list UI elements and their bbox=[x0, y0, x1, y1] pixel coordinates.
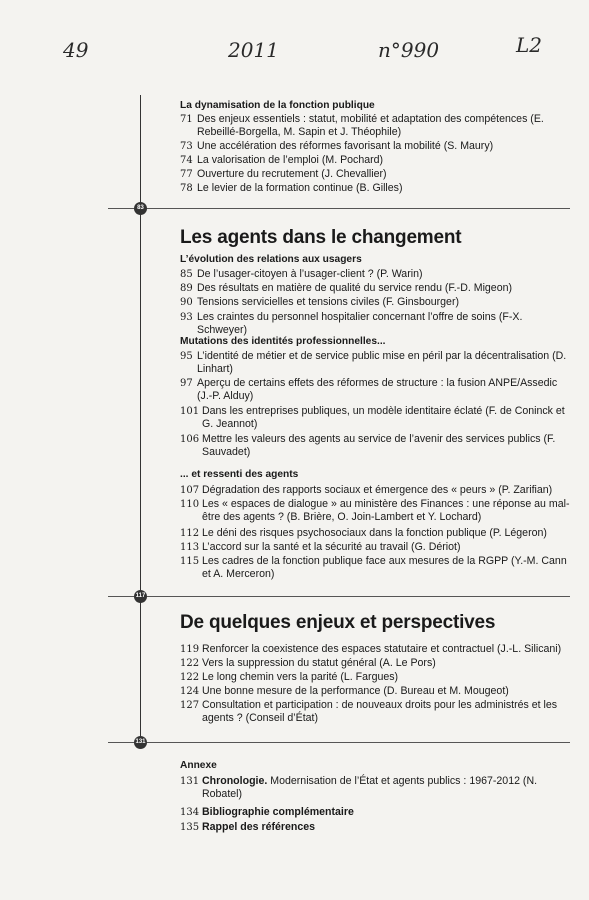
section-subheading: Mutations des identités professionnelles... bbox=[180, 336, 386, 347]
toc-entry[interactable]: 74 La valorisation de l’emploi (M. Pochard) bbox=[180, 154, 384, 166]
section-title: De quelques enjeux et perspectives bbox=[180, 612, 496, 633]
toc-entry[interactable]: 90 Tensions servicielles et tensions civiles (F. Ginsbourger) bbox=[180, 296, 460, 308]
handwritten-code: L2 bbox=[516, 33, 543, 57]
toc-entry[interactable]: 127 Consultation et participation : de nouveaux droits pour les administrés et les agents ? (Conseil d’État) bbox=[180, 699, 558, 725]
toc-entry-bibliographie[interactable]: 134 Bibliographie complémentaire bbox=[180, 806, 354, 818]
toc-entry[interactable]: 122 Vers la suppression du statut général (A. Le Pors) bbox=[180, 657, 436, 669]
toc-entry[interactable]: 122 Le long chemin vers la parité (L. Fargues) bbox=[180, 671, 399, 683]
toc-entry[interactable]: 85 De l’usager-citoyen à l’usager-client ? (P. Warin) bbox=[180, 268, 423, 280]
toc-entry[interactable]: 101 Dans les entreprises publiques, un modèle identitaire éclaté (F. de Coninck et G. Jeannot) bbox=[180, 405, 565, 431]
section-page-marker: 117 bbox=[134, 590, 147, 603]
section-divider bbox=[108, 596, 570, 597]
section-subheading: ... et ressenti des agents bbox=[180, 469, 299, 480]
toc-entry[interactable]: 113 L’accord sur la santé et la sécurité au travail (G. Dériot) bbox=[180, 541, 461, 553]
toc-entry-references[interactable]: 135 Rappel des références bbox=[180, 821, 316, 833]
toc-entry[interactable]: 89 Des résultats en matière de qualité du service rendu (F.-D. Migeon) bbox=[180, 282, 513, 294]
annexe-heading: Annexe bbox=[180, 760, 217, 771]
section-divider bbox=[108, 208, 570, 209]
toc-entry[interactable]: 78 Le levier de la formation continue (B. Gilles) bbox=[180, 182, 403, 194]
toc-entry-chronologie[interactable]: 131 Chronologie. Modernisation de l’État et agents publics : 1967-2012 (N. Robatel) bbox=[180, 775, 538, 801]
section-divider bbox=[108, 742, 570, 743]
toc-entry[interactable]: 110 Les « espaces de dialogue » au ministère des Finances : une réponse au mal-être des agents ? (B. Brière, O. Join-Lambert et Y. Lochard) bbox=[180, 498, 570, 524]
handwritten-issue-number: n°990 bbox=[378, 38, 440, 62]
toc-entry[interactable]: 124 Une bonne mesure de la performance (D. Bureau et M. Mougeot) bbox=[180, 685, 509, 697]
toc-entry[interactable]: 77 Ouverture du recrutement (J. Chevallier) bbox=[180, 168, 387, 180]
handwritten-year: 2011 bbox=[228, 38, 279, 62]
toc-entry[interactable]: 112 Le déni des risques psychosociaux dans la fonction publique (P. Légeron) bbox=[180, 527, 547, 539]
toc-entry[interactable]: 119 Renforcer la coexistence des espaces statutaire et contractuel (J.-L. Silicani) bbox=[180, 643, 562, 655]
section-title: Les agents dans le changement bbox=[180, 227, 462, 248]
toc-entry[interactable]: 95 L’identité de métier et de service public mise en péril par la décentralisation (D. Linhart) bbox=[180, 350, 567, 376]
handwritten-page-number: 49 bbox=[63, 38, 89, 62]
section-subheading: La dynamisation de la fonction publique bbox=[180, 100, 375, 111]
section-page-marker: 131 bbox=[134, 736, 147, 749]
section-subheading: L’évolution des relations aux usagers bbox=[180, 254, 362, 265]
toc-entry[interactable]: 93 Les craintes du personnel hospitalier concernant l’offre de soins (F-X. Schweyer) bbox=[180, 311, 523, 337]
timeline-line bbox=[140, 95, 141, 745]
toc-entry[interactable]: 71 Des enjeux essentiels : statut, mobilité et adaptation des compétences (E. Rebeillé-Borgella, M. Sapin et J. Théophile) bbox=[180, 113, 544, 139]
toc-entry[interactable]: 106 Mettre les valeurs des agents au service de l’avenir des services publics (F. Sauvadet) bbox=[180, 433, 556, 459]
toc-entry[interactable]: 73 Une accélération des réformes favorisant la mobilité (S. Maury) bbox=[180, 140, 494, 152]
toc-entry[interactable]: 97 Aperçu de certains effets des réformes de structure : la fusion ANPE/Assedic (J.-P. Alduy) bbox=[180, 377, 558, 403]
toc-entry[interactable]: 115 Les cadres de la fonction publique face aux mesures de la RGPP (Y.-M. Cann et A. Merceron) bbox=[180, 555, 567, 581]
section-page-marker: 83 bbox=[134, 202, 147, 215]
toc-entry[interactable]: 107 Dégradation des rapports sociaux et émergence des « peurs » (P. Zarifian) bbox=[180, 484, 553, 496]
